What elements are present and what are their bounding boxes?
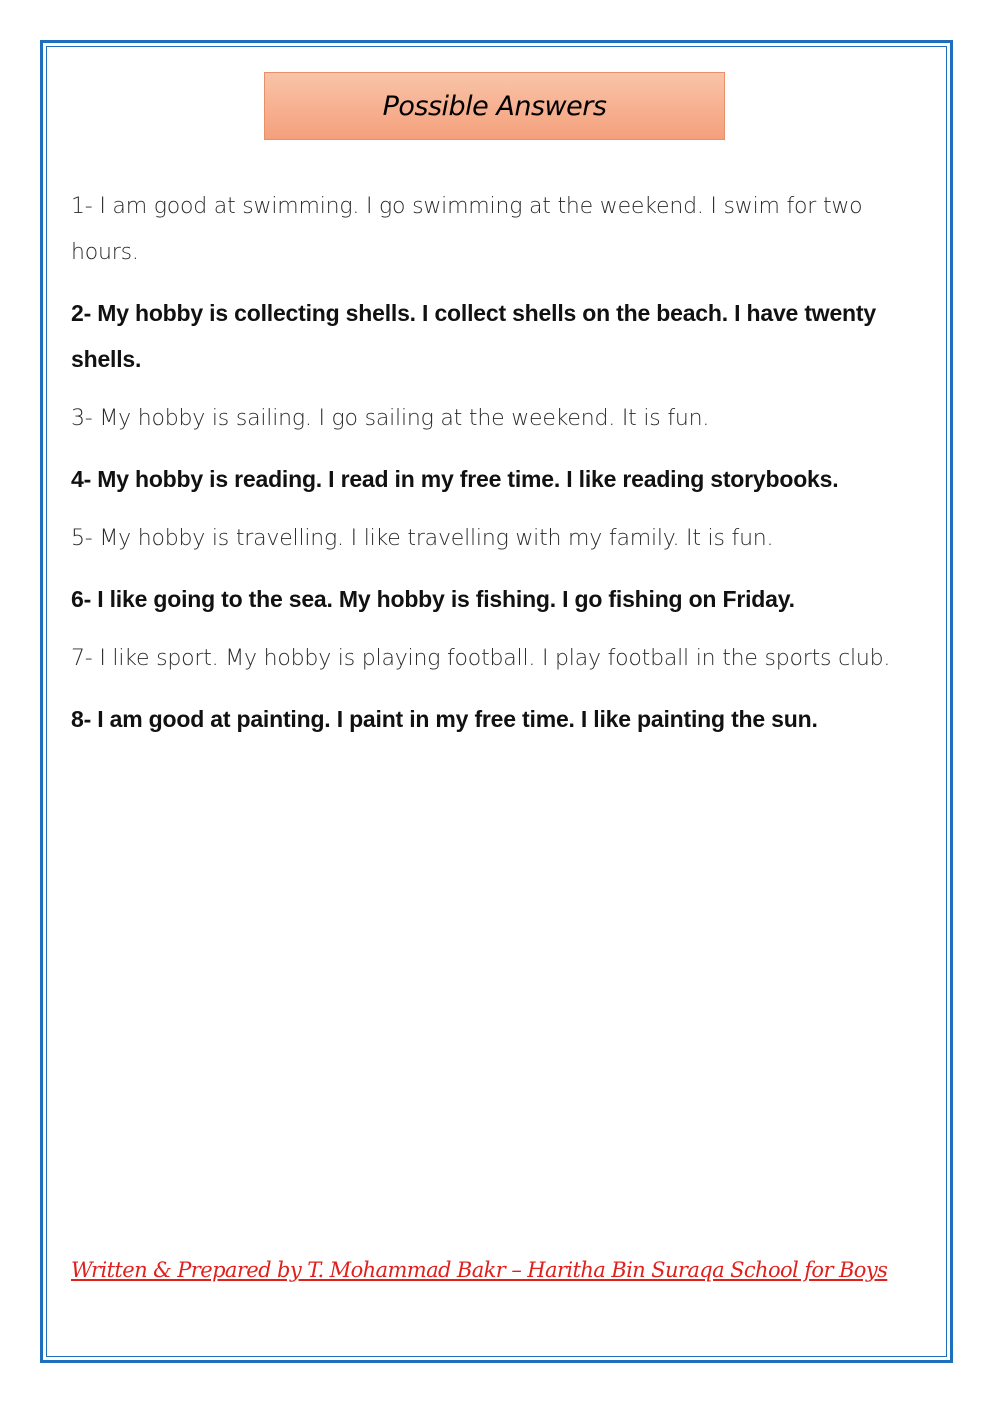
answer-6: 6- I like going to the sea. My hobby is fishing. I go fishing on Friday.	[71, 586, 795, 612]
answer-1: 1- I am good at swimming. I go swimming at the weekend. I swim for two hours.	[71, 194, 863, 265]
author-credit: Written & Prepared by T. Mohammad Bakr – Haritha Bin Suraqa School for Boys	[71, 1258, 888, 1282]
answer-3: 3- My hobby is sailing. I go sailing at the weekend. It is fun.	[71, 406, 710, 431]
title-banner	[264, 72, 725, 140]
answer-2: 2- My hobby is collecting shells. I collect shells on the beach. I have twenty shells.	[71, 300, 876, 372]
answer-4: 4- My hobby is reading. I read in my free time. I like reading storybooks.	[71, 466, 839, 492]
answers-list	[71, 184, 921, 756]
answer-5: 5- My hobby is travelling. I like travelling with my family. It is fun.	[71, 526, 774, 551]
page-title: Possible Answers	[382, 90, 607, 122]
answer-8: 8- I am good at painting. I paint in my free time. I like painting the sun.	[71, 706, 818, 732]
answer-7: 7- I like sport. My hobby is playing football. I play football in the sports club.	[71, 646, 891, 671]
